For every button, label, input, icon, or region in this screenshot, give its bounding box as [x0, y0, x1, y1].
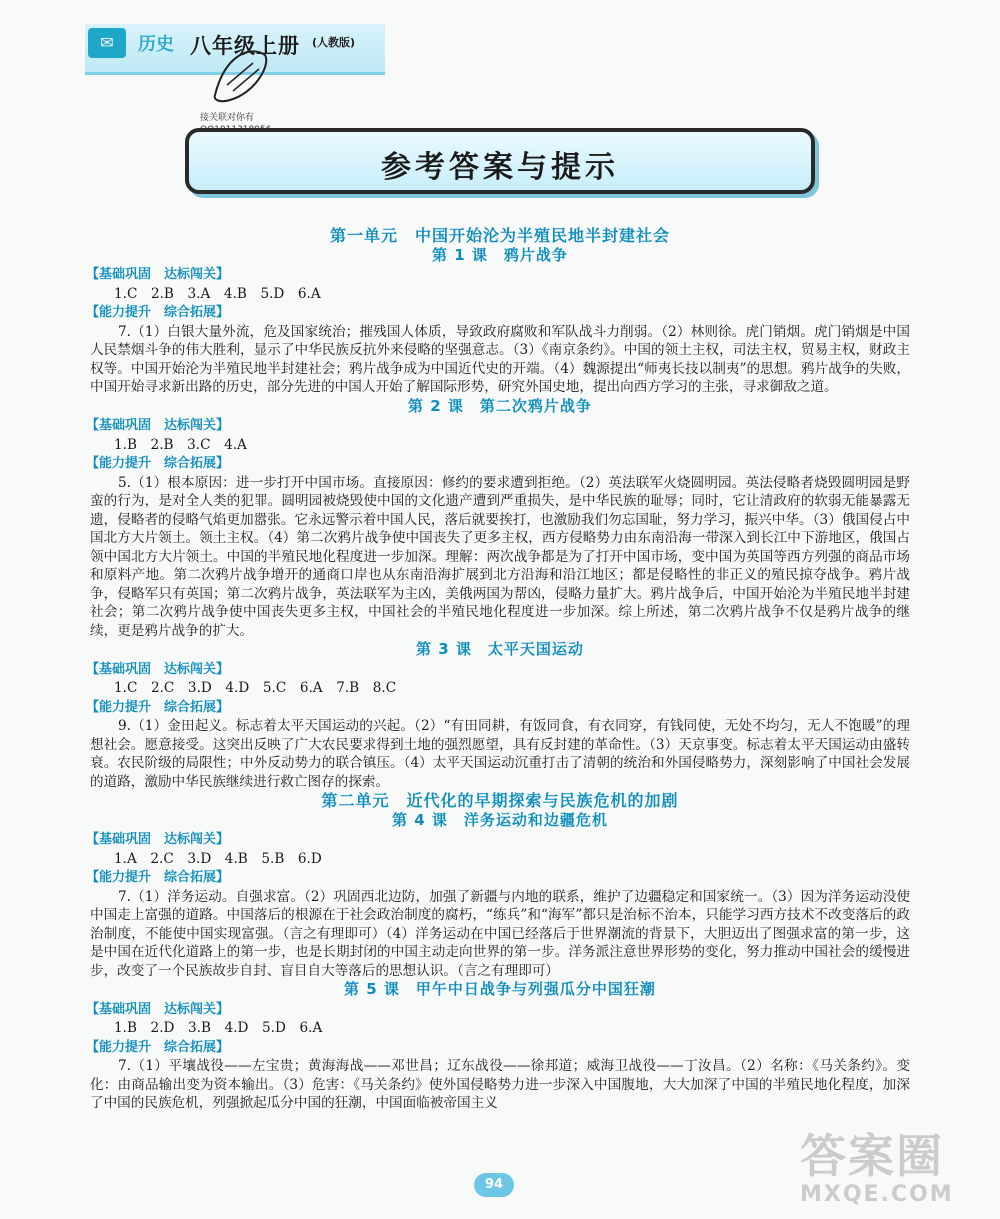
choice-answers: 1.C 2.B 3.A 4.B 5.D 6.A [114, 285, 321, 302]
unit-title: 第一单元 中国开始沦为半殖民地半封建社会 [329, 226, 670, 245]
scan-stamp: 接关联对你有 [200, 113, 255, 123]
answer-content [86, 226, 910, 1113]
answer-paragraph: 7.（1）洋务运动。自强求富。（2）巩固西北边防，加强了新疆与内地的联系，维护了边疆稳定和国家统一。（3）因为洋务运动没使中国走上富强的道路。中国落后的根源在于社会政治制度的腐朽，“练兵”和“海军”都只是治标不治本，只能学习西方技术不改变落后的政治制度，不能使中国实现富强。（言之有理即可）（4）洋务运动在中国已经落后于世界潮流的背景下，大胆迈出了图强求富的第一步，这是中国在近代化道路上的第一步，也是长期封闭的中国主动走向世界的第一步。洋务派注意世界形势的变化，努力推动中国社会的缓慢进步，改变了一个民族故步自封、盲目自大等落后的思想认识。（言之有理即可） [90, 888, 910, 979]
section-tag-basic: 【基础巩固 达标闯关】 [86, 1001, 230, 1017]
scribble-icon [205, 45, 275, 105]
book-icon: ✉ [88, 28, 126, 58]
edition-label: (人教版) [312, 36, 356, 49]
answer-paragraph: 7.（1）白银大量外流，危及国家统治；摧残国人体质，导致政府腐败和军队战斗力削弱。（2）林则徐。虎门销烟。虎门销烟是中国人民禁烟斗争的伟大胜利，显示了中华民族反抗外来侵略的坚强意志。（3）《南京条约》。中国的领土主权，司法主权，贸易主权，财政主权等。中国开始沦为半殖民地半封建社会；鸦片战争成为中国近代史的开端。（4）魏源提出“师夷长技以制夷”的思想。鸦片战争的失败，中国开始寻求新出路的历史，部分先进的中国人开始了解国际形势，研究外国史地，提出向西方学习的主张，寻求御敌之道。 [90, 323, 910, 395]
section-tag-advanced: 【能力提升 综合拓展】 [86, 870, 230, 885]
choice-answers: 1.B 2.B 3.C 4.A [114, 436, 247, 453]
answer-paragraph: 9.（1）金田起义。标志着太平天国运动的兴起。（2）“有田同耕，有饭同食，有衣同穿，有钱同使，无处不均匀，无人不饱暖”的理想社会。愿意接受。这突出反映了广大农民要求得到土地的强烈愿望，具有反封建的革命性。（3）天京事变。标志着太平天国运动由盛转衰。农民阶级的局限性；中外反动势力的联合镇压。（4）太平天国运动沉重打击了清朝的统治和外国侵略势力，深刻影响了中国社会发展的道路，激励中华民族继续进行救亡图存的探索。 [90, 718, 910, 790]
section-tag-advanced: 【能力提升 综合拓展】 [86, 305, 230, 320]
section-tag-basic: 【基础巩固 达标闯关】 [86, 418, 230, 433]
unit-title: 第二单元 近代化的早期探索与民族危机的加剧 [321, 791, 679, 810]
choice-answers: 1.A 2.C 3.D 4.B 5.B 6.D [114, 850, 322, 867]
title-banner [185, 128, 815, 194]
section-tag-basic: 【基础巩固 达标闯关】 [86, 661, 230, 677]
answer-paragraph: 5.（1）根本原因：进一步打开中国市场。直接原因：修约的要求遭到拒绝。（2）英法联军火烧圆明园。英法侵略者烧毁圆明园是野蛮的行为，是对全人类的犯罪。圆明园被烧毁使中国的文化遗产遭到严重损失，是中华民族的耻辱；同时，它让清政府的软弱无能暴露无遗，侵略者的侵略气焰更加嚣张。它永远警示着中国人民，落后就要挨打，也激励我们勿忘国耻，努力学习，振兴中华。（3）俄国侵占中国北方大片领土。领土主权。（4）第二次鸦片战争使中国丧失了更多主权，西方侵略势力由东南沿海一带深入到长江中下游地区，俄国占领中国北方大片领土。中国的半殖民地化程度进一步加深。理解：两次战争都是为了打开中国市场，变中国为英国等西方列强的商品市场和原料产地。第二次鸦片战争增开的通商口岸也从东南沿海扩展到北方沿海和沿江地区；都是侵略性的非正义的殖民掠夺战争。鸦片战争，侵略军只有英国；第二次鸦片战争，英法联军为主凶，美俄两国为帮凶，侵略力量扩大。鸦片战争后，中国开始沦为半殖民地半封建社会；第二次鸦片战争使中国丧失更多主权，中国社会的半殖民地化程度进一步加深。综上所述，第二次鸦片战争不仅是鸦片战争的继续，更是鸦片战争的扩大。 [90, 474, 910, 639]
choice-answers: 1.C 2.C 3.D 4.D 5.C 6.A 7.B 8.C [114, 680, 397, 696]
section-tag-advanced: 【能力提升 综合拓展】 [86, 699, 230, 715]
section-tag-basic: 【基础巩固 达标闯关】 [86, 267, 230, 282]
lesson-title: 第 3 课 太平天国运动 [416, 640, 584, 658]
section-tag-basic: 【基础巩固 达标闯关】 [86, 832, 230, 847]
lesson-title: 第 2 课 第二次鸦片战争 [408, 396, 592, 415]
subject-label: 历史 [138, 34, 174, 55]
lesson-title: 第 4 课 洋务运动和边疆危机 [392, 810, 608, 829]
lesson-title: 第 5 课 甲午中日战争与列强瓜分中国狂潮 [344, 980, 656, 998]
page-number: 94 [474, 1173, 514, 1197]
choice-answers: 1.B 2.D 3.B 4.D 5.D 6.A [114, 1020, 323, 1036]
section-tag-advanced: 【能力提升 综合拓展】 [86, 1039, 230, 1055]
grade-label: 八年级上册 [190, 34, 300, 58]
page-title: 参考答案与提示 [381, 150, 619, 185]
lesson-title: 第 1 课 鸦片战争 [432, 245, 568, 264]
watermark: 答案圈 MXQE.COM [800, 1129, 954, 1207]
answer-paragraph: 7.（1）平壤战役——左宝贵；黄海海战——邓世昌；辽东战役——徐邦道；威海卫战役——丁汝昌。（2）名称：《马关条约》。变化：由商品输出变为资本输出。（3）危害：《马关条约》使外国侵略势力进一步深入中国腹地，大大加深了中国的半殖民地化程度，加深了中国的民族危机，列强掀起瓜分中国的狂潮，中国面临被帝国主义 [90, 1058, 910, 1111]
section-tag-advanced: 【能力提升 综合拓展】 [86, 456, 230, 471]
